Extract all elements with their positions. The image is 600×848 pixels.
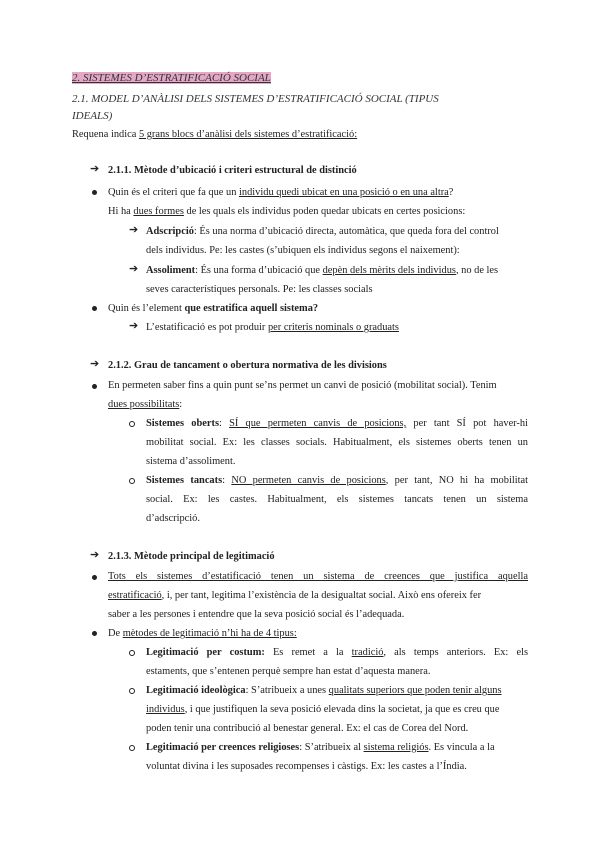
text-line: individus, i que justifiquen la seva posició elevada dins la societat, ja que es creu que — [146, 704, 500, 715]
bullet-icon — [92, 384, 97, 389]
legitimacio-ideologica-line: Legitimació ideològica: S’atribueix a unes qualitats superiors que poden tenir alguns — [146, 685, 502, 696]
heading-2-1-3: 2.1.3. Mètode principal de legitimació — [108, 551, 275, 562]
text-line: De mètodes de legitimació n’hi ha de 4 tipus: — [108, 628, 297, 639]
sistemes-tancats-line: Sistemes tancats: NO permeten canvis de posicions, per tant, NO hi ha mobilitat — [146, 475, 528, 486]
heading-2-1-2: 2.1.2. Grau de tancament o obertura normativa de les divisions — [108, 360, 387, 371]
text-line: mobilitat social. Ex: les classes socials. Habitualment, els sistemes oberts tenen un — [146, 437, 528, 448]
text-line: dels individus. Pe: les castes (s’ubiquen els individus segons el naixement): — [146, 245, 460, 256]
text-line: poden tenir una contribució al benestar general. Ex: el cas de Corea del Nord. — [146, 723, 469, 734]
text-line: Tots els sistemes d’estatificació tenen un sistema de creences que justifica aquella — [108, 571, 528, 582]
arrow-bullet-icon: ➔ — [90, 163, 100, 175]
text-line: En permeten saber fins a quin punt se’ns permet un canvi de posició (mobilitat social). Tenim — [108, 380, 497, 391]
text-line: sistema d’assoliment. — [146, 456, 236, 467]
text-line: estratificació, i, per tant, legitima l’existència de la desigualtat social. Això ens ofereix fer — [108, 590, 482, 601]
question-line: Quin és el criteri que fa que un individu quedi ubicat en una posició o en una altra? — [108, 187, 454, 198]
question-line: Quin és l’element que estratifica aquell sistema? — [108, 303, 319, 314]
section-title: 2. SISTEMES D’ESTRATIFICACIÓ SOCIAL — [72, 72, 271, 84]
arrow-bullet-icon: ➔ — [90, 358, 100, 370]
arrow-bullet-icon: ➔ — [129, 224, 139, 236]
text-line: L’estatificació es pot produir per criteris nominals o graduats — [146, 322, 399, 333]
text-line: saber a les persones i entendre que la seva posició social és l’adequada. — [108, 609, 405, 620]
text-line: seves característiques personals. Pe: les classes socials — [146, 284, 373, 295]
sistemes-oberts-line: Sistemes oberts: SÍ que permeten canvis de posicions, per tant SÍ pot haver-hi — [146, 418, 528, 429]
intro-line: Requena indica 5 grans blocs d’anàlisi dels sistemes d’estratificació: — [72, 129, 358, 140]
circle-bullet-icon — [129, 478, 135, 484]
text-line: d’adscripció. — [146, 513, 200, 524]
bullet-icon — [92, 631, 97, 636]
bullet-icon — [92, 306, 97, 311]
bullet-icon — [92, 190, 97, 195]
text-line: estaments, que s’entenen perquè sempre han estat d’aquesta manera. — [146, 666, 431, 677]
subsection-title: 2.1. MODEL D’ANÀLISI DELS SISTEMES D’ESTRATIFICACIÓ SOCIAL (TIPUS — [72, 93, 439, 105]
heading-2-1-1: 2.1.1. Mètode d’ubicació i criteri estructural de distinció — [108, 165, 357, 176]
circle-bullet-icon — [129, 650, 135, 656]
adscripcio-line: Adscripció: És una norma d’ubicació directa, automàtica, que queda fora del control — [146, 226, 499, 237]
arrow-bullet-icon: ➔ — [129, 263, 139, 275]
legitimacio-religiosa-line: Legitimació per creences religioses: S’atribueix al sistema religiós. Es vincula a la — [146, 742, 495, 753]
circle-bullet-icon — [129, 421, 135, 427]
text-line: voluntat divina i les suposades recompenses i càstigs. Ex: les castes a l’Índia. — [146, 761, 467, 772]
assoliment-line: Assoliment: És una forma d’ubicació que depèn dels mèrits dels individus, no de les — [146, 265, 499, 276]
arrow-bullet-icon: ➔ — [129, 320, 139, 332]
bullet-icon — [92, 575, 97, 580]
legitimacio-costum-line: Legitimació per costum: Es remet a la tradició, als temps anteriors. Ex: els — [146, 647, 528, 658]
text-line: dues possibilitats: — [108, 399, 183, 410]
circle-bullet-icon — [129, 688, 135, 694]
text-line: Hi ha dues formes de les quals els individus poden quedar ubicats en certes posicions: — [108, 206, 466, 217]
circle-bullet-icon — [129, 745, 135, 751]
subsection-title-cont: IDEALS) — [72, 110, 113, 122]
arrow-bullet-icon: ➔ — [90, 549, 100, 561]
text-line: social. Ex: les castes. Habitualment, els sistemes tancats tenen un sistema — [146, 494, 528, 505]
